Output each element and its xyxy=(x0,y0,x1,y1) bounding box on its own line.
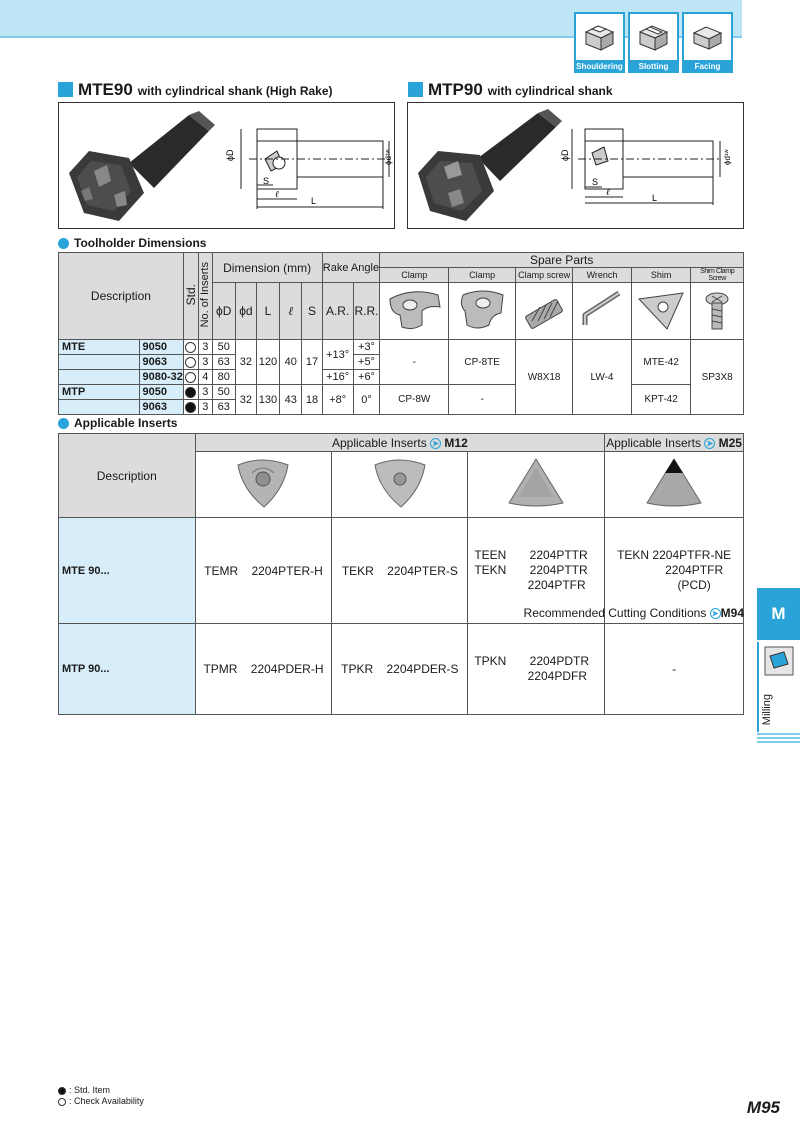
shim-screw-value: SP3X8 xyxy=(691,340,744,415)
th-description: Description xyxy=(59,253,184,340)
row-rr: +5° xyxy=(353,355,380,370)
milling-tab[interactable] xyxy=(757,642,800,732)
arrow-right-icon: ➤ xyxy=(430,438,441,449)
row-phiD: 50 xyxy=(212,340,235,355)
std-mark xyxy=(183,400,198,415)
wrench-image xyxy=(573,283,632,340)
mte-phiD-label: ϕD xyxy=(225,149,235,161)
pcd-insert-icon xyxy=(639,453,709,513)
side-decor-lines xyxy=(757,733,800,745)
mte-inserts-label: MTE 90... xyxy=(59,518,196,624)
th-RR: R.R. xyxy=(353,283,380,340)
row-phiD: 63 xyxy=(212,400,235,415)
std-mark xyxy=(183,355,198,370)
th-clamp-2: Clamp xyxy=(449,268,516,283)
th-L: L xyxy=(256,283,279,340)
mtp-tool-photo xyxy=(418,109,562,221)
clamp-screw-image xyxy=(516,283,573,340)
table-row xyxy=(59,340,744,355)
insert-image-3 xyxy=(468,452,605,518)
mtp-clamp-2: - xyxy=(449,385,516,415)
facing-label: Facing xyxy=(682,60,733,73)
mtp-S: 18 xyxy=(302,385,322,415)
mtp-L-label: L xyxy=(652,193,658,203)
triangular-insert-icon xyxy=(228,453,298,513)
row-code: 9050 xyxy=(139,385,183,400)
wrench-icon xyxy=(575,285,629,335)
legend-check: : Check Availability xyxy=(58,1096,144,1107)
th-wrench: Wrench xyxy=(573,268,632,283)
slotting-label: Slotting xyxy=(628,60,679,73)
mtp-ar: +8° xyxy=(322,385,353,415)
shim-icon xyxy=(633,285,689,335)
th-S: S xyxy=(302,283,322,340)
mtp-ell: 43 xyxy=(279,385,301,415)
row-series xyxy=(59,370,140,385)
row-inserts: 3 xyxy=(198,355,212,370)
mtp-insert-4: - xyxy=(605,624,744,715)
slotting-tile xyxy=(628,12,679,73)
bullet-dot xyxy=(58,418,69,429)
mtp-L: 130 xyxy=(256,385,279,415)
bullet-dot xyxy=(58,238,69,249)
row-phiD: 63 xyxy=(212,355,235,370)
th-rake-angle: Rake Angle xyxy=(322,253,380,283)
mtp-product-panel xyxy=(407,102,744,229)
arrow-right-icon: ➤ xyxy=(710,608,721,619)
th-phid: ϕd xyxy=(235,283,256,340)
th-AR: A.R. xyxy=(322,283,353,340)
screw-icon xyxy=(692,285,742,335)
toolholder-heading: Toolholder Dimensions xyxy=(58,236,206,250)
milling-label: Milling xyxy=(761,694,773,726)
mte-ell: 40 xyxy=(279,340,301,385)
insert-image-1 xyxy=(195,452,332,518)
milling-icon xyxy=(764,646,794,676)
facing-tile xyxy=(682,12,733,73)
clamp-icon xyxy=(451,285,513,335)
clamp-2-image xyxy=(449,283,516,340)
mtp-shim: KPT-42 xyxy=(631,385,690,415)
mte-S-label: S xyxy=(263,176,270,186)
mtp-inserts-label: MTP 90... xyxy=(59,624,196,715)
th-clamp-1: Clamp xyxy=(380,268,449,283)
shim-image xyxy=(631,283,690,340)
legend xyxy=(58,1085,144,1107)
shouldering-tile xyxy=(574,12,625,73)
row-inserts: 3 xyxy=(198,385,212,400)
inserts-heading: Applicable Inserts xyxy=(58,416,177,430)
std-mark xyxy=(183,340,198,355)
inserts-table xyxy=(58,433,744,715)
mtp-S-label: S xyxy=(592,177,599,187)
mte-product-panel xyxy=(58,102,395,229)
mte-insert-3: TEEN 2204PTTR TEKN 2204PTTR 2204PTFR xyxy=(468,518,605,624)
row-code: 9063 xyxy=(139,400,183,415)
mtp-phiD-label: ϕD xyxy=(560,149,570,161)
row-series xyxy=(59,400,140,415)
mte-product-illustration xyxy=(59,103,394,228)
th-phiD: ϕD xyxy=(212,283,235,340)
row-code: 9063 xyxy=(139,355,183,370)
row-code: 9050 xyxy=(139,340,183,355)
row-series: MTE xyxy=(59,340,140,355)
insert-image-4 xyxy=(605,452,744,518)
mtp-insert-3: TPKN 2204PDTR 2204PDFR xyxy=(468,624,605,715)
th-ell: ℓ xyxy=(279,283,301,340)
clamp-1-image xyxy=(380,283,449,340)
row-code: 9080-32 xyxy=(139,370,183,385)
std-mark xyxy=(183,370,198,385)
mte-insert-1: TEMR 2204PTER-H xyxy=(195,518,332,624)
clamp-screw-value: W8X18 xyxy=(516,340,573,415)
facing-icon xyxy=(690,20,725,54)
mtp-rr: 0° xyxy=(353,385,380,415)
mtp-phid: 32 xyxy=(235,385,256,415)
mtp-section-title xyxy=(408,80,613,100)
section-marker xyxy=(58,82,73,97)
mte-phid-label: ϕd¹ʷ xyxy=(384,149,393,165)
insert-image-2 xyxy=(332,452,468,518)
mtp-technical-drawing xyxy=(572,129,720,205)
inserts-group-2-header: Applicable Inserts ➤ M25 xyxy=(606,435,742,450)
th-shim-clamp-screw: Shim Clamp Screw xyxy=(691,268,744,283)
th-no-inserts: No. of Inserts xyxy=(198,253,212,340)
mte-code: MTE90 xyxy=(78,80,133,99)
mtp-ell-label: ℓ xyxy=(606,187,610,197)
mte-insert-4: TEKN 2204PTFR-NE 2204PTFR (PCD) xyxy=(605,518,744,624)
mte-section-title xyxy=(58,80,333,100)
mte-L-label: L xyxy=(311,196,317,206)
std-mark xyxy=(183,385,198,400)
mte-clamp-1: - xyxy=(380,340,449,385)
mtp-insert-2: TPKR 2204PDER-S xyxy=(332,624,468,715)
mte-description: with cylindrical shank (High Rake) xyxy=(137,84,333,98)
table-row xyxy=(59,385,744,400)
shouldering-icon xyxy=(582,20,617,54)
inserts-group-1-header: Applicable Inserts ➤ M12 xyxy=(195,434,605,452)
th-clamp-screw: Clamp screw xyxy=(516,268,573,283)
row-rr: +6° xyxy=(353,370,380,385)
row-phiD: 80 xyxy=(212,370,235,385)
th-shim: Shim xyxy=(631,268,690,283)
screw-icon xyxy=(518,285,570,335)
wrench-value: LW-4 xyxy=(573,340,632,415)
shim-clamp-screw-image xyxy=(691,283,744,340)
page-number: M95 xyxy=(746,1098,780,1117)
mtp-product-illustration xyxy=(408,103,743,228)
inserts-description-header: Description xyxy=(59,434,196,518)
mte-insert-2: TEKR 2204PTER-S xyxy=(332,518,468,624)
table-row xyxy=(59,624,744,715)
clamp-icon xyxy=(382,285,446,335)
shouldering-label: Shouldering xyxy=(574,60,625,73)
row-rr: +3° xyxy=(353,340,380,355)
mte-S: 17 xyxy=(302,340,322,385)
slotting-icon xyxy=(636,20,671,54)
row-inserts: 3 xyxy=(198,400,212,415)
row-phiD: 50 xyxy=(212,385,235,400)
toolholder-table xyxy=(58,252,744,415)
mte-ell-label: ℓ xyxy=(275,189,279,199)
mte-L: 120 xyxy=(256,340,279,385)
row-series xyxy=(59,355,140,370)
th-std: Std. xyxy=(183,253,198,340)
section-tab-m[interactable]: M xyxy=(757,588,800,640)
section-marker xyxy=(408,82,423,97)
legend-std: : Std. Item xyxy=(58,1085,144,1096)
mte-ar-2: +16° xyxy=(322,370,353,385)
row-inserts: 3 xyxy=(198,340,212,355)
mtp-description: with cylindrical shank xyxy=(487,84,613,98)
recommended-conditions-link[interactable]: Recommended Cutting Conditions ➤ M94 xyxy=(523,606,744,620)
mte-phid: 32 xyxy=(235,340,256,385)
mte-shim: MTE-42 xyxy=(631,340,690,385)
mtp-phid-label: ϕd¹ʷ xyxy=(723,149,732,165)
arrow-right-icon: ➤ xyxy=(704,438,715,449)
mtp-code: MTP90 xyxy=(428,80,483,99)
mte-tool-photo xyxy=(69,111,215,221)
mte-clamp-2: CP-8TE xyxy=(449,340,516,385)
row-series: MTP xyxy=(59,385,140,400)
th-spare-parts: Spare Parts xyxy=(380,253,744,268)
operation-tiles xyxy=(574,12,733,73)
mtp-clamp-1: CP-8W xyxy=(380,385,449,415)
triangular-insert-icon xyxy=(365,453,435,513)
triangular-insert-icon xyxy=(501,453,571,513)
row-inserts: 4 xyxy=(198,370,212,385)
mte-ar-1: +13° xyxy=(322,340,353,370)
th-dimension: Dimension (mm) xyxy=(212,253,322,283)
mtp-insert-1: TPMR 2204PDER-H xyxy=(195,624,332,715)
